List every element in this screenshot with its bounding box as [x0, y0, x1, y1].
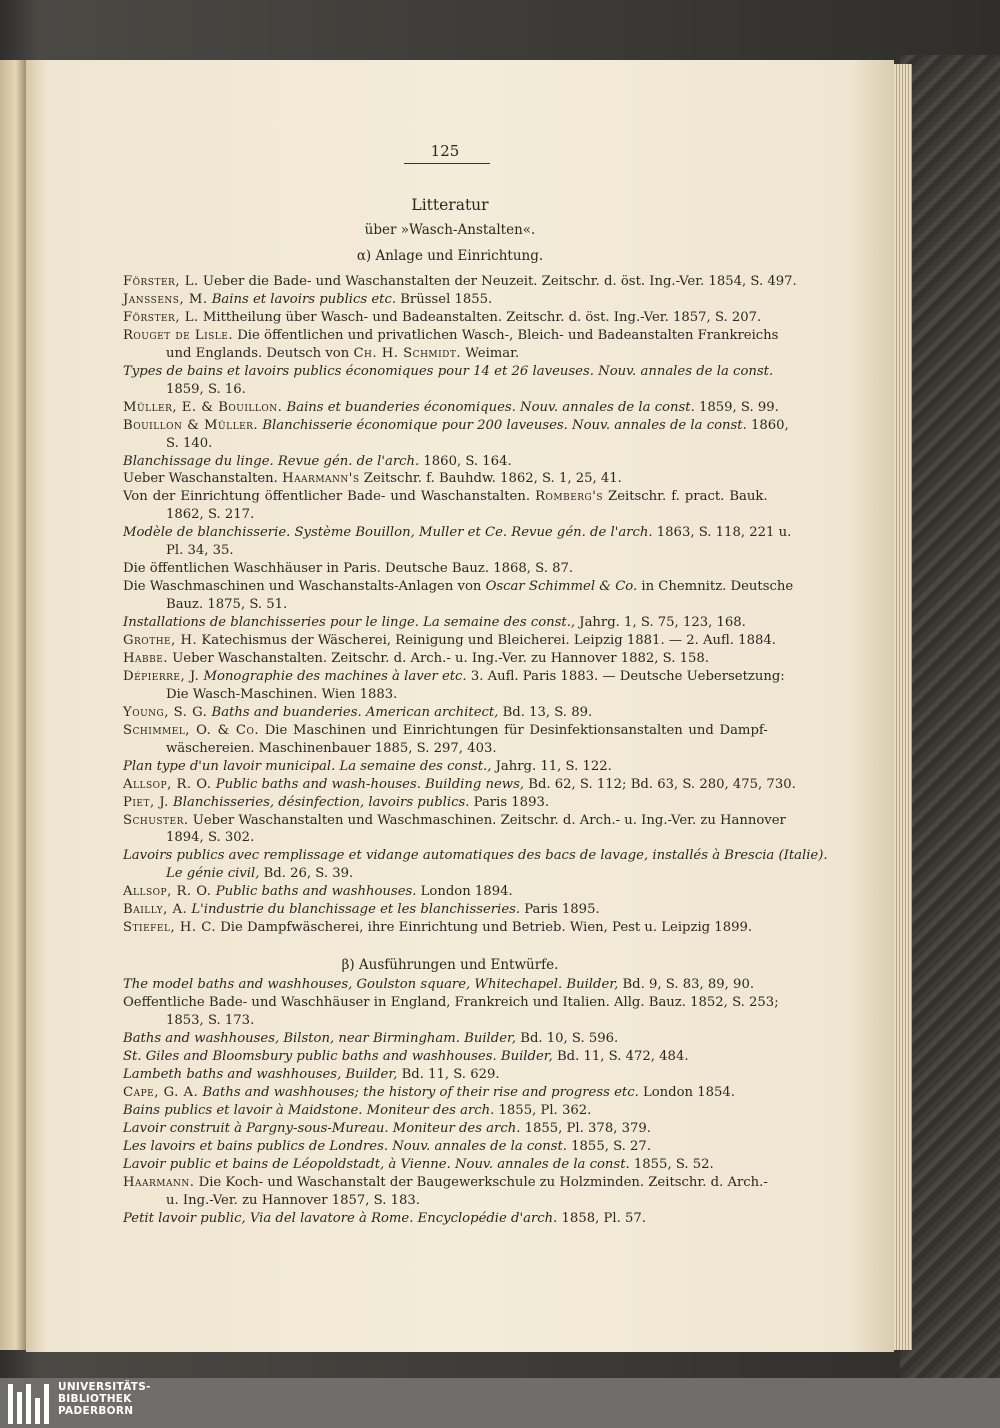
alpha-entry-line [123, 400, 779, 415]
alpha-entry-line [123, 669, 785, 684]
work-title: Oscar Schimmel & Co. [485, 579, 638, 595]
author-name: Janssens, M. [123, 291, 208, 307]
author-name: Schimmel, O. & Co. [123, 722, 260, 738]
citation-text: in Chemnitz. Deutsche [637, 579, 794, 595]
citation-text: Oeffentliche Bade- und Waschhäuser in England, Frankreich und Italien. Allg. Bauz. 1852, S. 253; [123, 995, 779, 1010]
beta-entry-line [123, 995, 779, 1010]
library-logo-text [58, 1381, 151, 1417]
work-title: Baths and buanderies. American architect, [211, 704, 499, 720]
work-title: Types de bains et lavoirs publics économiques pour 14 et 26 laveuses. Nouv. annales de la const. [123, 363, 774, 379]
alpha-entry-line [123, 920, 752, 935]
work-title: Baths and washhouses, Bilston, near Birmingham. Builder, [123, 1031, 517, 1046]
author-name: Haarmann. [123, 1175, 195, 1190]
citation-text: 1855, Pl. 362. [494, 1103, 592, 1118]
beta-entry-line [166, 1193, 420, 1208]
alpha-entry-line [123, 579, 793, 594]
citation-text: Die Waschmaschinen und Waschanstalts-Anlagen von [123, 579, 486, 595]
alpha-entry-line [166, 741, 497, 756]
citation-text: 1860, [746, 417, 789, 433]
citation-text: Die Koch- und Waschanstalt der Baugewerkschule zu Holzminden. Zeitschr. d. Arch.- [194, 1175, 768, 1190]
alpha-entry-line [166, 436, 212, 451]
work-title: Lavoirs publics avec remplissage et vidange automatiques des bacs de lavage, installés à Brescia (Italie). [123, 848, 828, 864]
heading-title: Litteratur [411, 196, 489, 214]
alpha-entry-line [123, 471, 622, 486]
citation-text: S. 140. [166, 435, 213, 451]
work-title: Baths and washhouses; the history of their rise and progress etc. [202, 1085, 639, 1100]
work-title: L'industrie du blanchissage et les blanchisseries. [191, 902, 521, 918]
heading-subtitle: über »Wasch-Anstalten«. [364, 222, 536, 238]
work-title: Monographie des machines à laver etc. [203, 668, 467, 684]
work-title: Lambeth baths and washhouses, Builder, [123, 1067, 398, 1082]
beta-entry-line [166, 1013, 254, 1028]
citation-text: Die Wasch-Maschinen. Wien 1883. [166, 686, 398, 702]
alpha-entry-line [123, 454, 512, 469]
citation-text: 1855, S. 27. [566, 1139, 652, 1154]
author-name: Young, S. G. [123, 704, 208, 720]
citation-text: 1859, S. 16. [166, 381, 246, 397]
citation-text: Weimar. [461, 345, 520, 361]
beta-entry-line [123, 1175, 768, 1190]
citation-text: und Englands. Deutsch von [166, 345, 354, 361]
work-title: Lavoir public et bains de Léopoldstadt, à Vienne. Nouv. annales de la const. [123, 1157, 630, 1172]
author-name: Müller, E. & Bouillon. [123, 399, 283, 415]
author-name: Cape, G. A. [123, 1085, 199, 1100]
author-name: Schuster. [123, 812, 189, 828]
alpha-entry-line [123, 489, 768, 504]
alpha-entry-line [123, 328, 778, 343]
alpha-entry-line [166, 346, 519, 361]
logo-line-1: UNIVERSITÄTS- [58, 1381, 151, 1393]
citation-text: Ueber Waschanstalten und Waschmaschinen. Zeitschr. d. Arch.- u. Ing.-Ver. zu Hannover [188, 812, 786, 828]
citation-text: Mittheilung über Wasch- und Badeanstalten. Zeitschr. d. öst. Ing.-Ver. 1857, S. 207. [198, 309, 762, 325]
citation-text: Pl. 34, 35. [166, 543, 234, 559]
alpha-entry-line [123, 759, 612, 774]
work-title: Blanchisseries, désinfection, lavoirs publics. [173, 794, 470, 810]
section-alpha-heading: α) Anlage und Einrichtung. [356, 248, 544, 264]
beta-entry-line [123, 1103, 591, 1118]
work-title: Bains et buanderies économiques. Nouv. annales de la const. [286, 399, 695, 415]
page-number-rule [404, 163, 490, 164]
section-beta-heading: β) Ausführungen und Entwürfe. [341, 957, 559, 973]
library-logo-icon [8, 1384, 52, 1424]
citation-text: Ueber die Bade- und Waschanstalten der Neuzeit. Zeitschr. d. öst. Ing.-Ver. 1854, S. 497. [198, 274, 797, 289]
citation-text: Brüssel 1855. [396, 291, 493, 307]
beta-entry-line [123, 1031, 618, 1046]
author-name: Romberg's [535, 489, 604, 505]
beta-entry-line [123, 1157, 714, 1172]
alpha-entry-line [166, 543, 234, 558]
citation-text: Ueber Waschanstalten. Zeitschr. d. Arch.- u. Ing.-Ver. zu Hannover 1882, S. 158. [168, 650, 709, 666]
citation-text: Jahrg. 11, S. 122. [491, 758, 612, 774]
alpha-entry-line [123, 705, 592, 720]
beta-entry-line [123, 1139, 651, 1154]
alpha-entry-line [123, 274, 797, 289]
alpha-entry-line [123, 848, 828, 863]
citation-text: Die Maschinen und Einrichtungen für Desinfektionsanstalten und Dampf- [259, 722, 768, 738]
citation-text: Die öffentlichen Waschhäuser in Paris. Deutsche Bauz. 1868, S. 87. [123, 561, 574, 577]
citation-text: Ueber Waschanstalten. [123, 471, 283, 487]
citation-text: Von der Einrichtung öffentlicher Bade- und Waschanstalten. [123, 489, 536, 505]
alpha-entry-line [123, 364, 773, 379]
author-name: Bailly, A. [123, 902, 188, 918]
alpha-entry-line [123, 310, 761, 325]
citation-text: Bauz. 1875, S. 51. [166, 597, 288, 613]
citation-text: 1853, S. 173. [166, 1013, 255, 1028]
work-title: Installations de blanchisseries pour le linge. La semaine des const., [123, 615, 576, 631]
book-cover-board [900, 55, 1000, 1378]
work-title: Lavoir construit à Pargny-sous-Mureau. Moniteur des arch. [123, 1121, 521, 1136]
citation-text: Paris 1893. [469, 794, 550, 810]
alpha-entry-line [123, 525, 791, 540]
citation-text: Bd. 62, S. 112; Bd. 63, S. 280, 475, 730. [524, 776, 796, 792]
alpha-entry-line [123, 723, 768, 738]
citation-text: 1859, S. 99. [694, 399, 779, 415]
citation-text: Bd. 9, S. 83, 89, 90. [618, 977, 755, 992]
citation-text: London 1854. [638, 1085, 735, 1100]
work-title: Les lavoirs et bains publics de Londres. Nouv. annales de la const. [123, 1139, 567, 1154]
work-title: Public baths and washhouses. [215, 884, 417, 900]
author-name: Habbe. [123, 650, 168, 666]
alpha-entry-line [123, 884, 513, 899]
citation-text: Paris 1895. [520, 902, 600, 918]
alpha-entry-line [123, 902, 600, 917]
author-name: Dépierre, J. [123, 668, 200, 684]
author-name: Grothe, H. [123, 633, 198, 648]
alpha-entry-line [166, 830, 254, 845]
work-title: Bains et lavoirs publics etc. [211, 291, 397, 307]
alpha-entry-line [123, 292, 492, 307]
citation-text: wäschereien. Maschinenbauer 1885, S. 297, 403. [166, 740, 497, 756]
citation-text: Bd. 13, S. 89. [498, 704, 593, 720]
alpha-entry-line [123, 813, 786, 828]
work-title: Le génie civil, [166, 866, 260, 882]
citation-text: Zeitschr. f. pract. Bauk. [603, 489, 768, 505]
citation-text: Bd. 11, S. 472, 484. [552, 1049, 689, 1064]
author-name: Ch. H. Schmidt. [353, 345, 462, 361]
citation-text: Bd. 10, S. 596. [516, 1031, 619, 1046]
work-title: Petit lavoir public, Via del lavatore à Rome. Encyclopédie d'arch. [123, 1211, 558, 1226]
citation-text: Die öffentlichen und privatlichen Wasch-, Bleich- und Badeanstalten Frankreichs [233, 327, 779, 343]
citation-text: 1858, Pl. 57. [557, 1211, 646, 1226]
author-name: Förster, L. [123, 309, 199, 325]
alpha-entry-line [123, 633, 776, 648]
citation-text: Bd. 11, S. 629. [397, 1067, 500, 1082]
citation-text: 1855, Pl. 378, 379. [520, 1121, 651, 1136]
beta-entry-line [123, 1211, 646, 1226]
alpha-entry-line [123, 418, 789, 433]
citation-text: 3. Aufl. Paris 1883. — Deutsche Uebersetzung: [466, 668, 785, 684]
work-title: Plan type d'un lavoir municipal. La semaine des const., [123, 758, 492, 774]
author-name: Haarmann's [282, 471, 360, 487]
alpha-entry-line [166, 382, 246, 397]
alpha-entry-line [123, 777, 796, 792]
citation-text: 1855, S. 52. [629, 1157, 714, 1172]
citation-text: 1860, S. 164. [419, 453, 512, 469]
alpha-entry-line [166, 597, 287, 612]
alpha-entry-line [166, 687, 397, 702]
citation-text: 1894, S. 302. [166, 830, 255, 846]
citation-text: 1862, S. 217. [166, 507, 255, 523]
alpha-entry-line [123, 651, 709, 666]
work-title: Public baths and wash-houses. Building news, [215, 776, 525, 792]
beta-entry-line [123, 977, 754, 992]
author-name: Allsop, R. O. [123, 884, 212, 900]
work-title: St. Giles and Bloomsbury public baths and washhouses. Builder, [123, 1049, 553, 1064]
logo-line-3: PADERBORN [58, 1405, 134, 1417]
beta-entry-line [123, 1049, 689, 1064]
alpha-entry-line [123, 561, 573, 576]
author-name: Piet, J. [123, 794, 169, 810]
author-name: Stiefel, H. C. [123, 920, 217, 936]
alpha-entry-line [123, 615, 746, 630]
citation-text: 1863, S. 118, 221 u. [652, 525, 792, 541]
citation-text: Bd. 26, S. 39. [259, 866, 354, 882]
beta-entry-line [123, 1121, 651, 1136]
work-title: Blanchissage du linge. Revue gén. de l'arch. [123, 453, 420, 469]
alpha-entry-line [123, 795, 549, 810]
citation-text: Jahrg. 1, S. 75, 123, 168. [575, 615, 746, 631]
citation-text: London 1894. [416, 884, 513, 900]
citation-text: Katechismus der Wäscherei, Reinigung und Bleicherei. Leipzig 1881. — 2. Aufl. 1884. [197, 633, 776, 648]
alpha-entry-line [166, 866, 353, 881]
work-title: The model baths and washhouses, Goulston square, Whitechapel. Builder, [123, 977, 619, 992]
logo-line-2: BIBLIOTHEK [58, 1393, 132, 1405]
page-number: 125 [430, 142, 460, 160]
beta-entry-line [123, 1067, 500, 1082]
work-title: Bains publics et lavoir à Maidstone. Moniteur des arch. [123, 1103, 495, 1118]
author-name: Rouget de Lisle. [123, 327, 234, 343]
author-name: Förster, L. [123, 274, 199, 289]
citation-text: Die Dampfwäscherei, ihre Einrichtung und Betrieb. Wien, Pest u. Leipzig 1899. [216, 920, 753, 936]
work-title: Blanchisserie économique pour 200 laveuses. Nouv. annales de la const. [262, 417, 747, 433]
author-name: Allsop, R. O. [123, 776, 212, 792]
work-title: Modèle de blanchisserie. Système Bouillon, Muller et Ce. Revue gén. de l'arch. [123, 525, 653, 541]
citation-text: Zeitschr. f. Bauhdw. 1862, S. 1, 25, 41. [359, 471, 622, 487]
alpha-entry-line [166, 507, 254, 522]
citation-text: u. Ing.-Ver. zu Hannover 1857, S. 183. [166, 1193, 420, 1208]
beta-entry-line [123, 1085, 735, 1100]
author-name: Bouillon & Müller. [123, 417, 259, 433]
